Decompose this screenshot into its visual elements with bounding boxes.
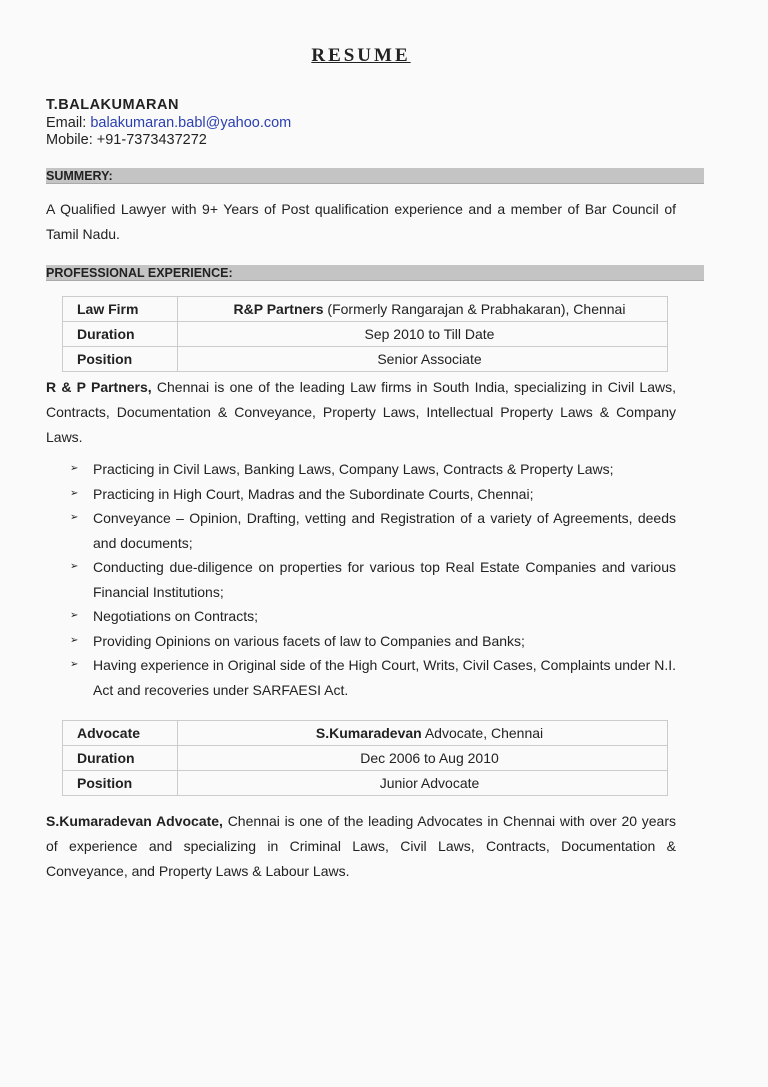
bullet-arrow-icon: ➢ [70,659,79,670]
desc-text: Chennai is one of the leading Advocates in Chennai with over 20 years of experience and specializing in Criminal Laws, Civil Laws, Contracts, Documentation & Conveyance, and Property Laws & Labour Laws. [46,813,676,879]
email-label: Email: [46,114,87,131]
candidate-name: T.BALAKUMARAN [46,97,179,113]
list-item [46,653,676,702]
desc-bold: R & P Partners, [46,379,152,395]
row-value [178,297,668,322]
row-value: Senior Associate [178,347,668,372]
list-item-text: Negotiations on Contracts; [93,608,258,624]
row-value: Dec 2006 to Aug 2010 [178,746,668,771]
firm-name: S.Kumaradevan [315,725,422,741]
mobile: Mobile: +91-7373437272 [46,132,207,148]
bullet-arrow-icon: ➢ [70,561,79,572]
firm-detail: Advocate, Chennai [421,725,544,741]
list-item [46,482,676,507]
list-item-text: Practicing in High Court, Madras and the Subordinate Courts, Chennai; [93,485,534,502]
summary-heading: SUMMERY: [46,168,704,184]
list-item-text: Conveyance – Opinion, Drafting, vetting and Registration of a variety of Agreements, deeds and documents; [93,510,676,551]
table-row [63,322,668,347]
table-row [63,721,668,746]
email-link[interactable]: balakumaran.babl@yahoo.com [90,114,292,131]
job-table-2 [62,720,668,796]
table-row [63,746,668,771]
job-description-1 [46,375,676,450]
row-key: Advocate [63,721,178,746]
list-item-text: Conducting due-diligence on properties for various top Real Estate Companies and various Financial Institutions; [93,559,676,600]
summary-text: A Qualified Lawyer with 9+ Years of Post qualification experience and a member of Bar Council of Tamil Nadu. [46,201,676,242]
row-key: Position [63,347,178,372]
contact-block [46,97,291,150]
list-item-text: Having experience in Original side of the High Court, Writs, Civil Cases, Complaints under N.I. Act and recoveries under SARFAESI Act. [93,657,676,698]
row-value [178,721,668,746]
table-row [63,347,668,372]
table-row [63,297,668,322]
row-key: Position [63,771,178,796]
bullet-arrow-icon: ➢ [70,487,79,499]
list-item [46,506,676,555]
firm-detail: (Formerly Rangarajan & Prabhakaran), Chennai [323,301,626,317]
job-description-2 [46,809,676,884]
bullet-arrow-icon: ➢ [70,610,79,621]
desc-bold: S.Kumaradevan Advocate, [46,813,223,829]
desc-text: Chennai is one of the leading Law firms in South India, specializing in Civil Laws, Contracts, Documentation & Conveyance, Property Laws, Intellectual Property Laws & Company Laws. [46,379,676,445]
firm-name: R&P Partners [233,301,324,317]
row-key: Law Firm [63,297,178,322]
row-key: Duration [63,746,178,771]
resume-title: RESUME [311,45,411,66]
duties-list [46,457,676,702]
list-item [46,457,676,482]
list-item [46,555,676,604]
job-table-1 [62,296,668,372]
list-item [46,604,676,629]
row-value: Junior Advocate [178,771,668,796]
list-item [46,629,676,654]
bullet-arrow-icon: ➢ [70,463,79,474]
list-item-text: Practicing in Civil Laws, Banking Laws, Company Laws, Contracts & Property Laws; [93,461,614,477]
experience-heading: PROFESSIONAL EXPERIENCE: [46,265,704,281]
row-key: Duration [63,322,178,347]
row-value: Sep 2010 to Till Date [178,322,668,347]
bullet-arrow-icon: ➢ [70,634,79,646]
bullet-arrow-icon: ➢ [70,512,79,523]
table-row [63,771,668,796]
list-item-text: Providing Opinions on various facets of law to Companies and Banks; [93,632,525,649]
